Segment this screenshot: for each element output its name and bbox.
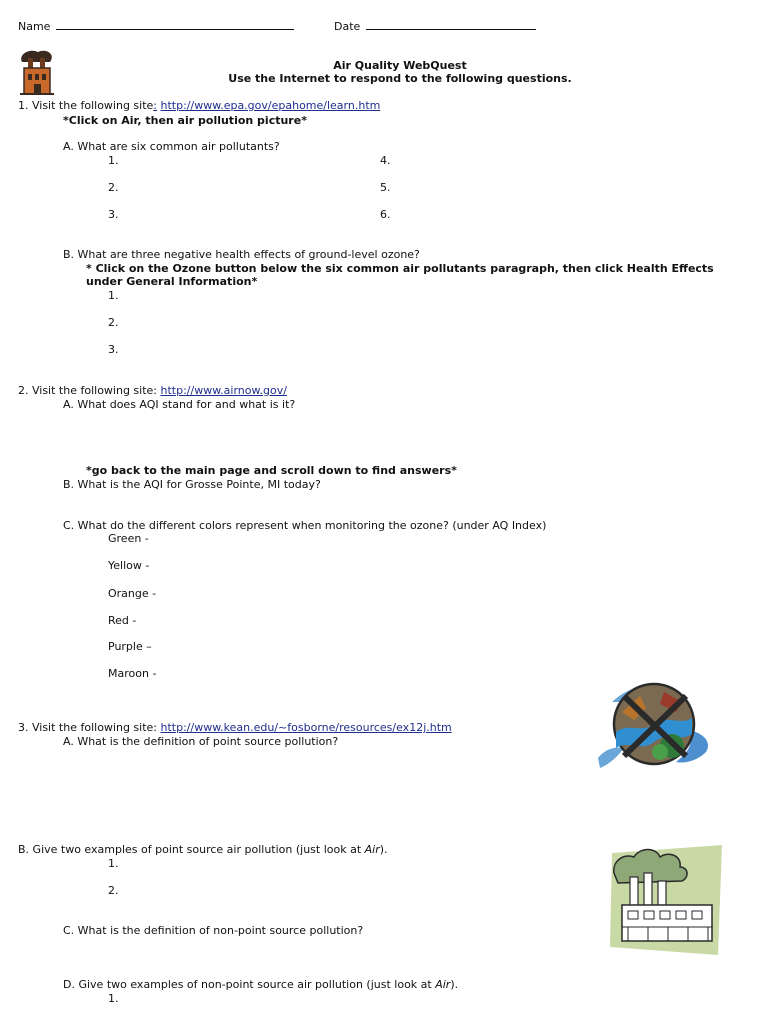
q1a-num-3: 3. [108, 208, 119, 221]
q1b-num-1: 1. [108, 289, 119, 302]
q2-prefix: 2. Visit the following site: [18, 384, 157, 397]
color-orange: Orange - [108, 587, 157, 600]
worksheet-title: Air Quality WebQuest [333, 59, 467, 72]
q2-url-link[interactable]: http://www.airnow.gov/ [160, 384, 287, 397]
question-2 [18, 384, 287, 398]
q1-prefix: 1. Visit the following site [18, 99, 154, 112]
q3d-num-1: 1. [108, 992, 119, 1005]
date-line [334, 19, 536, 34]
q1a-num-6: 6. [380, 208, 391, 221]
date-label: Date [334, 20, 361, 33]
worksheet-subtitle: Use the Internet to respond to the following questions. [228, 72, 572, 85]
q2-instruction: *go back to the main page and scroll down to find answers* [86, 464, 457, 477]
industrial-plant-icon [608, 843, 726, 957]
q1a-num-2: 2. [108, 181, 119, 194]
color-maroon: Maroon - [108, 667, 157, 680]
name-label: Name [18, 20, 51, 33]
q2c-question: C. What do the different colors represent when monitoring the ozone? (under AQ Index) [63, 519, 547, 532]
q1a-num-4: 4. [380, 154, 391, 167]
color-yellow: Yellow - [108, 559, 150, 572]
q1-url-link[interactable]: http://www.epa.gov/epahome/learn.htm [160, 99, 381, 112]
q2a-question: A. What does AQI stand for and what is it? [63, 398, 296, 411]
q3-prefix: 3. Visit the following site: [18, 721, 157, 734]
question-3 [18, 721, 452, 735]
color-red: Red - [108, 614, 137, 627]
q1b-instruction-line2: under General Information* [86, 275, 258, 288]
q1b-num-2: 2. [108, 316, 119, 329]
q1a-num-5: 5. [380, 181, 391, 194]
q3-url-link[interactable]: http://www.kean.edu/~fosborne/resources/ex12j.htm [160, 721, 452, 734]
q1b-question: B. What are three negative health effects of ground-level ozone? [63, 248, 420, 261]
name-blank[interactable] [56, 19, 294, 30]
q1a-num-1: 1. [108, 154, 119, 167]
color-purple: Purple – [108, 640, 152, 653]
q1-instruction: *Click on Air, then air pollution picture* [63, 114, 307, 127]
question-1 [18, 99, 380, 113]
q3a-question: A. What is the definition of point source pollution? [63, 735, 339, 748]
q1-colon-link[interactable]: : [153, 99, 158, 112]
q1b-num-3: 3. [108, 343, 119, 356]
date-blank[interactable] [366, 19, 536, 30]
q3c-question: C. What is the definition of non-point source pollution? [63, 924, 364, 937]
q3b-num-1: 1. [108, 857, 119, 870]
q3d-question: D. Give two examples of non-point source air pollution (just look at Air). [63, 978, 459, 991]
q2b-question: B. What is the AQI for Grosse Pointe, MI today? [63, 478, 321, 491]
color-green: Green - [108, 532, 149, 545]
name-line [18, 19, 294, 34]
q3b-question: B. Give two examples of point source air pollution (just look at Air). [18, 843, 388, 856]
q1b-instruction-line1: * Click on the Ozone button below the six common air pollutants paragraph, then click Health Effects [86, 262, 714, 275]
polluted-earth-globe-icon [594, 672, 714, 776]
q3b-num-2: 2. [108, 884, 119, 897]
q1a-question: A. What are six common air pollutants? [63, 140, 280, 153]
